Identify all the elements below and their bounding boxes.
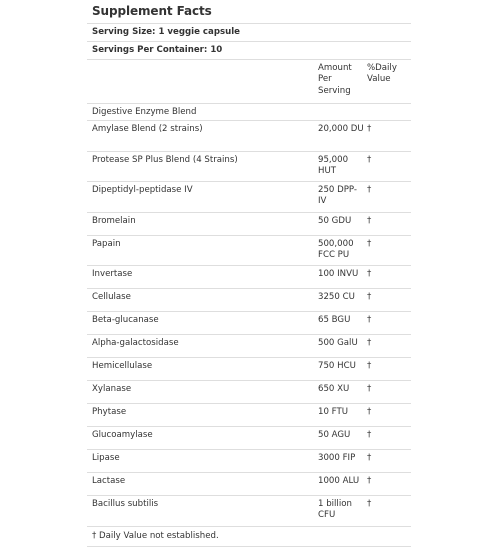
- ingredient-amount: 65 BGU: [318, 315, 351, 325]
- divider: [87, 357, 411, 358]
- ingredient-daily-value: †: [367, 292, 372, 302]
- ingredient-amount: 50 GDU: [318, 215, 352, 226]
- ingredient-daily-value: †: [367, 185, 372, 195]
- panel-title: Supplement Facts: [92, 4, 212, 18]
- ingredient-amount: 20,000 DU: [318, 124, 364, 134]
- divider: [87, 403, 411, 404]
- divider: [87, 311, 411, 312]
- ingredient-daily-value: †: [367, 384, 372, 394]
- ingredient-amount: 1 billion CFU: [318, 499, 352, 520]
- divider: [87, 120, 411, 121]
- ingredient-name: Alpha-galactosidase: [92, 338, 179, 348]
- ingredient-amount: 3250 CU: [318, 292, 355, 302]
- divider: [87, 103, 411, 104]
- ingredient-name: Invertase: [92, 269, 133, 279]
- ingredient-daily-value: †: [367, 499, 372, 509]
- divider: [87, 526, 411, 527]
- divider: [87, 334, 411, 335]
- ingredient-daily-value: †: [367, 238, 372, 249]
- divider: [87, 41, 411, 42]
- ingredient-daily-value: †: [367, 215, 372, 226]
- ingredient-amount: 1000 ALU: [318, 476, 360, 486]
- divider: [87, 59, 411, 60]
- ingredient-daily-value: †: [367, 407, 372, 417]
- ingredient-name: Bromelain: [92, 215, 136, 226]
- ingredient-daily-value: †: [367, 124, 372, 134]
- blend-title: Digestive Enzyme Blend: [92, 107, 197, 117]
- ingredient-name: Amylase Blend (2 strains): [92, 124, 203, 134]
- divider: [87, 449, 411, 450]
- divider: [87, 151, 411, 152]
- divider: [87, 426, 411, 427]
- daily-value-header: %Daily Value: [367, 63, 397, 85]
- ingredient-daily-value: †: [367, 453, 372, 463]
- divider: [87, 288, 411, 289]
- divider: [87, 265, 411, 266]
- footnote: † Daily Value not established.: [92, 531, 219, 541]
- amount-per-serving-header: Amount Per Serving: [318, 63, 352, 96]
- ingredient-name: Glucoamylase: [92, 430, 153, 440]
- ingredient-amount: 95,000 HUT: [318, 154, 349, 176]
- serving-size: Serving Size: 1 veggie capsule: [92, 27, 240, 37]
- divider: [87, 495, 411, 496]
- ingredient-name: Dipeptidyl-peptidase IV: [92, 185, 193, 195]
- divider: [87, 212, 411, 213]
- ingredient-daily-value: †: [367, 361, 372, 371]
- ingredient-name: Cellulase: [92, 292, 131, 302]
- ingredient-amount: 250 DPP-IV: [318, 185, 358, 206]
- ingredient-name: Papain: [92, 238, 121, 249]
- divider: [87, 472, 411, 473]
- ingredient-daily-value: †: [367, 154, 372, 165]
- ingredient-amount: 500,000 FCC PU: [318, 238, 354, 260]
- ingredient-name: Lipase: [92, 453, 120, 463]
- ingredient-amount: 50 AGU: [318, 430, 351, 440]
- ingredient-name: Lactase: [92, 476, 126, 486]
- ingredient-daily-value: †: [367, 269, 372, 279]
- ingredient-name: Bacillus subtilis: [92, 499, 159, 509]
- ingredient-amount: 750 HCU: [318, 361, 356, 371]
- ingredient-name: Xylanase: [92, 384, 132, 394]
- ingredient-name: Protease SP Plus Blend (4 Strains): [92, 154, 238, 165]
- divider: [87, 23, 411, 24]
- ingredient-name: Hemicellulase: [92, 361, 153, 371]
- ingredient-amount: 500 GalU: [318, 338, 358, 348]
- ingredient-daily-value: †: [367, 476, 372, 486]
- ingredient-amount: 650 XU: [318, 384, 350, 394]
- ingredient-amount: 10 FTU: [318, 407, 348, 417]
- ingredient-name: Phytase: [92, 407, 127, 417]
- ingredient-daily-value: †: [367, 338, 372, 348]
- divider: [87, 181, 411, 182]
- supplement-facts-panel: [87, 0, 411, 541]
- ingredient-amount: 3000 FIP: [318, 453, 356, 463]
- servings-per-container: Servings Per Container: 10: [92, 45, 223, 55]
- ingredient-name: Beta-glucanase: [92, 315, 159, 325]
- divider: [87, 235, 411, 236]
- divider: [87, 380, 411, 381]
- ingredient-amount: 100 INVU: [318, 269, 359, 279]
- ingredient-daily-value: †: [367, 315, 372, 325]
- ingredient-daily-value: †: [367, 430, 372, 440]
